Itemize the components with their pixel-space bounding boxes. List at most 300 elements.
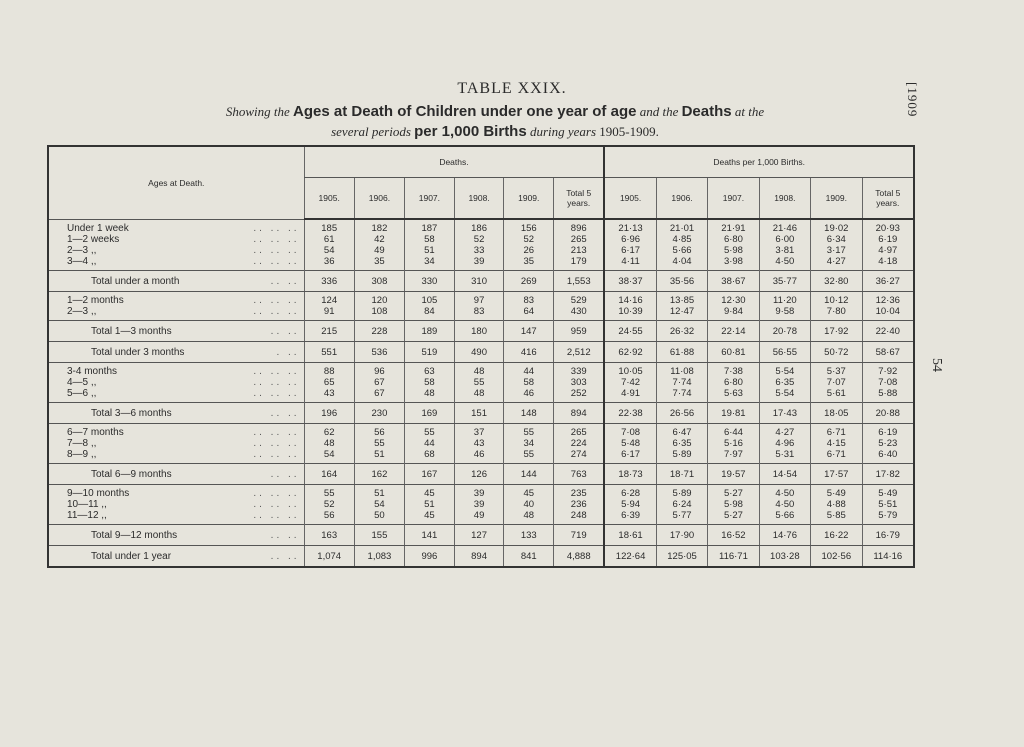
rate-cell: 5·54 — [759, 366, 810, 377]
deaths-cell: 185 — [304, 223, 354, 234]
deaths-cell: 230 — [354, 403, 404, 424]
deaths-cell: 147 — [504, 321, 554, 342]
deaths-cell: 55 — [304, 488, 354, 499]
deaths-cell: 236 — [554, 499, 605, 510]
deaths-cell: 40 — [504, 499, 554, 510]
rate-cell: 26·56 — [656, 403, 707, 424]
rate-cell: 17·43 — [759, 403, 810, 424]
row-label-cell — [48, 388, 304, 399]
deaths-cell: 48 — [454, 366, 504, 377]
side-year-label: [1909 — [905, 82, 920, 118]
deaths-cell: 46 — [504, 388, 554, 399]
subtitle-bold: Ages at Death of Children under one year of age — [293, 103, 637, 120]
rate-cell: 21·01 — [656, 223, 707, 234]
row-label: Under 1 week — [67, 223, 129, 234]
rate-cell: 18·61 — [604, 525, 656, 546]
table-row — [48, 488, 914, 499]
deaths-cell: 55 — [454, 377, 504, 388]
rate-cell: 19·57 — [708, 464, 759, 485]
deaths-cell: 91 — [304, 306, 354, 317]
deaths-cell: 34 — [504, 438, 554, 449]
leader-dots: .. .. .. — [253, 488, 300, 499]
rate-cell: 14·76 — [759, 525, 810, 546]
table-row — [48, 377, 914, 388]
rate-cell: 17·90 — [656, 525, 707, 546]
row-label: 2—3 ,, — [67, 306, 97, 317]
row-label-cell — [48, 427, 304, 438]
rate-cell: 7·97 — [708, 449, 759, 460]
rate-cell: 16·52 — [708, 525, 759, 546]
rate-cell: 4·04 — [656, 256, 707, 267]
deaths-cell: 308 — [354, 271, 404, 292]
deaths-cell: 265 — [554, 427, 605, 438]
rate-cell: 103·28 — [759, 546, 810, 568]
deaths-cell: 52 — [504, 234, 554, 245]
row-label-cell — [48, 510, 304, 521]
rate-cell: 5·31 — [759, 449, 810, 460]
total-row — [48, 464, 914, 485]
rate-cell: 6·28 — [604, 488, 656, 499]
rate-cell: 24·55 — [604, 321, 656, 342]
deaths-cell: 330 — [405, 271, 455, 292]
rate-cell: 7·08 — [862, 377, 914, 388]
total-row — [48, 342, 914, 363]
year-column-header: 1905. — [304, 178, 354, 220]
deaths-cell: 303 — [554, 377, 605, 388]
rate-cell: 5·49 — [811, 488, 862, 499]
rate-cell: 13·85 — [656, 295, 707, 306]
rate-cell: 6·44 — [708, 427, 759, 438]
row-label: 1—2 months — [67, 295, 124, 306]
deaths-cell: 252 — [554, 388, 605, 399]
rate-cell: 10·12 — [811, 295, 862, 306]
deaths-cell: 144 — [504, 464, 554, 485]
rate-cell: 4·50 — [759, 256, 810, 267]
deaths-cell: 46 — [454, 449, 504, 460]
row-label-cell — [48, 321, 304, 342]
leader-dots: .. .. .. — [253, 306, 300, 317]
row-label: Total 3—6 months — [91, 407, 172, 419]
rate-cell: 20·78 — [759, 321, 810, 342]
rate-cell: 62·92 — [604, 342, 656, 363]
deaths-cell: 45 — [504, 488, 554, 499]
rate-cell: 4·85 — [656, 234, 707, 245]
rate-cell: 5·98 — [708, 499, 759, 510]
subtitle-text: at the — [734, 104, 765, 119]
deaths-cell: 127 — [454, 525, 504, 546]
row-label-cell — [48, 525, 304, 546]
deaths-cell: 49 — [354, 245, 404, 256]
deaths-cell: 248 — [554, 510, 605, 521]
deaths-cell: 339 — [554, 366, 605, 377]
table-row — [48, 306, 914, 317]
deaths-cell: 336 — [304, 271, 354, 292]
subtitle-text: and the — [639, 104, 679, 119]
rate-cell: 9·84 — [708, 306, 759, 317]
deaths-cell: 54 — [354, 499, 404, 510]
leader-dots: .. .. .. — [253, 427, 300, 438]
total-row — [48, 271, 914, 292]
rate-cell: 5·27 — [708, 510, 759, 521]
total-row — [48, 321, 914, 342]
deaths-cell: 45 — [405, 488, 455, 499]
deaths-cell: 151 — [454, 403, 504, 424]
deaths-cell: 4,888 — [554, 546, 605, 568]
deaths-cell: 39 — [454, 499, 504, 510]
rate-cell: 3·81 — [759, 245, 810, 256]
deaths-cell: 51 — [354, 488, 404, 499]
rate-cell: 5·37 — [811, 366, 862, 377]
rate-cell: 35·56 — [656, 271, 707, 292]
deaths-cell: 189 — [405, 321, 455, 342]
deaths-cell: 63 — [405, 366, 455, 377]
rate-cell: 3·17 — [811, 245, 862, 256]
deaths-cell: 64 — [504, 306, 554, 317]
rate-cell: 4·88 — [811, 499, 862, 510]
table-body — [48, 219, 914, 567]
leader-dots: . .. — [276, 346, 300, 358]
deaths-cell: 841 — [504, 546, 554, 568]
deaths-cell: 180 — [454, 321, 504, 342]
deaths-cell: 33 — [454, 245, 504, 256]
rate-cell: 6·35 — [759, 377, 810, 388]
deaths-cell: 35 — [504, 256, 554, 267]
deaths-cell: 39 — [454, 488, 504, 499]
deaths-cell: 58 — [504, 377, 554, 388]
deaths-cell: 1,083 — [354, 546, 404, 568]
rate-cell: 12·47 — [656, 306, 707, 317]
table-row — [48, 366, 914, 377]
deaths-cell: 896 — [554, 223, 605, 234]
deaths-cell: 141 — [405, 525, 455, 546]
leader-dots: .. .. — [270, 468, 300, 480]
deaths-cell: 54 — [304, 449, 354, 460]
deaths-cell: 52 — [454, 234, 504, 245]
rate-cell: 7·38 — [708, 366, 759, 377]
year-column-header: Total 5 years. — [554, 178, 605, 220]
deaths-cell: 155 — [354, 525, 404, 546]
rate-cell: 38·67 — [708, 271, 759, 292]
deaths-cell: 959 — [554, 321, 605, 342]
rate-cell: 7·74 — [656, 377, 707, 388]
rate-cell: 6·24 — [656, 499, 707, 510]
rate-cell: 11·20 — [759, 295, 810, 306]
subtitle-bold: per 1,000 Births — [414, 123, 527, 140]
rate-cell: 6·71 — [811, 427, 862, 438]
rate-cell: 6·71 — [811, 449, 862, 460]
table-row — [48, 245, 914, 256]
row-label: Total 1—3 months — [91, 325, 172, 337]
rate-cell: 14·16 — [604, 295, 656, 306]
table-row — [48, 499, 914, 510]
rate-cell: 5·94 — [604, 499, 656, 510]
rate-cell: 3·98 — [708, 256, 759, 267]
deaths-cell: 36 — [304, 256, 354, 267]
rate-cell: 4·50 — [759, 488, 810, 499]
deaths-cell: 156 — [504, 223, 554, 234]
rate-cell: 6·96 — [604, 234, 656, 245]
deaths-cell: 48 — [304, 438, 354, 449]
deaths-cell: 61 — [304, 234, 354, 245]
row-label: 7—8 ,, — [67, 438, 97, 449]
row-label: 6—7 months — [67, 427, 124, 438]
deaths-cell: 182 — [354, 223, 404, 234]
rate-cell: 32·80 — [811, 271, 862, 292]
rate-cell: 4·15 — [811, 438, 862, 449]
rate-cell: 10·39 — [604, 306, 656, 317]
deaths-cell: 416 — [504, 342, 554, 363]
rate-cell: 10·05 — [604, 366, 656, 377]
row-label: Total 6—9 months — [91, 468, 172, 480]
deaths-cell: 269 — [504, 271, 554, 292]
rate-cell: 5·79 — [862, 510, 914, 521]
year-column-header: 1906. — [354, 178, 404, 220]
deaths-cell: 43 — [304, 388, 354, 399]
table-row — [48, 449, 914, 460]
deaths-cell: 187 — [405, 223, 455, 234]
deaths-cell: 196 — [304, 403, 354, 424]
leader-dots: .. .. .. — [253, 438, 300, 449]
rate-cell: 22·40 — [862, 321, 914, 342]
deaths-cell: 88 — [304, 366, 354, 377]
rate-cell: 9·58 — [759, 306, 810, 317]
rate-cell: 125·05 — [656, 546, 707, 568]
rate-cell: 5·89 — [656, 449, 707, 460]
rate-cell: 6·40 — [862, 449, 914, 460]
deaths-cell: 68 — [405, 449, 455, 460]
row-label: Total under 3 months — [91, 346, 185, 358]
rate-cell: 5·66 — [656, 245, 707, 256]
rate-cell: 5·49 — [862, 488, 914, 499]
rate-cell: 19·02 — [811, 223, 862, 234]
deaths-table — [47, 145, 915, 568]
rate-cell: 21·91 — [708, 223, 759, 234]
deaths-cell: 58 — [405, 234, 455, 245]
deaths-cell: 67 — [354, 377, 404, 388]
table-row — [48, 438, 914, 449]
row-label: 3-4 months — [67, 366, 118, 377]
rate-cell: 20·88 — [862, 403, 914, 424]
deaths-cell: 51 — [354, 449, 404, 460]
rate-cell: 7·74 — [656, 388, 707, 399]
leader-dots: .. .. .. — [253, 388, 300, 399]
deaths-cell: 83 — [454, 306, 504, 317]
year-column-header: 1905. — [604, 178, 656, 220]
deaths-cell: 133 — [504, 525, 554, 546]
rate-cell: 6·00 — [759, 234, 810, 245]
rate-cell: 61·88 — [656, 342, 707, 363]
rate-cell: 6·17 — [604, 245, 656, 256]
table-row — [48, 223, 914, 234]
year-column-header: 1909. — [504, 178, 554, 220]
deaths-cell: 536 — [354, 342, 404, 363]
leader-dots: .. .. .. — [253, 245, 300, 256]
deaths-cell: 120 — [354, 295, 404, 306]
rate-cell: 6·19 — [862, 427, 914, 438]
deaths-cell: 179 — [554, 256, 605, 267]
subtitle-text: several periods — [331, 124, 411, 139]
rate-cell: 4·11 — [604, 256, 656, 267]
deaths-cell: 50 — [354, 510, 404, 521]
deaths-cell: 45 — [405, 510, 455, 521]
row-label-cell — [48, 245, 304, 256]
rate-cell: 20·93 — [862, 223, 914, 234]
rate-cell: 4·27 — [759, 427, 810, 438]
deaths-cell: 37 — [454, 427, 504, 438]
deaths-cell: 996 — [405, 546, 455, 568]
leader-dots: .. .. .. — [253, 295, 300, 306]
rate-cell: 5·98 — [708, 245, 759, 256]
rate-cell: 5·48 — [604, 438, 656, 449]
table-subtitle — [80, 102, 910, 142]
year-column-header: 1907. — [405, 178, 455, 220]
rate-cell: 7·80 — [811, 306, 862, 317]
ages-header: Ages at Death. — [48, 146, 304, 219]
deaths-cell: 51 — [405, 245, 455, 256]
rate-cell: 5·51 — [862, 499, 914, 510]
deaths-cell: 490 — [454, 342, 504, 363]
leader-dots: .. .. .. — [253, 377, 300, 388]
header-row-groups — [48, 146, 914, 178]
leader-dots: .. .. .. — [253, 234, 300, 245]
row-label: 1—2 weeks — [67, 234, 120, 245]
total-row — [48, 403, 914, 424]
rate-cell: 56·55 — [759, 342, 810, 363]
table-row — [48, 234, 914, 245]
row-label-cell — [48, 271, 304, 292]
deaths-cell: 235 — [554, 488, 605, 499]
rate-cell: 5·54 — [759, 388, 810, 399]
rate-cell: 16·79 — [862, 525, 914, 546]
rate-cell: 6·80 — [708, 234, 759, 245]
row-label-cell — [48, 223, 304, 234]
rate-cell: 5·27 — [708, 488, 759, 499]
row-label-cell — [48, 366, 304, 377]
subtitle-years: 1905-1909. — [599, 124, 659, 139]
deaths-cell: 97 — [454, 295, 504, 306]
row-label-cell — [48, 464, 304, 485]
deaths-cell: 48 — [454, 388, 504, 399]
rate-cell: 16·22 — [811, 525, 862, 546]
leader-dots: .. .. .. — [253, 223, 300, 234]
row-label-cell — [48, 295, 304, 306]
row-label: 3—4 ,, — [67, 256, 97, 267]
year-column-header: Total 5 years. — [862, 178, 914, 220]
rate-cell: 12·30 — [708, 295, 759, 306]
rate-cell: 5·23 — [862, 438, 914, 449]
deaths-cell: 148 — [504, 403, 554, 424]
rate-cell: 6·39 — [604, 510, 656, 521]
deaths-cell: 83 — [504, 295, 554, 306]
total-row — [48, 546, 914, 568]
leader-dots: .. .. .. — [253, 449, 300, 460]
deaths-cell: 48 — [504, 510, 554, 521]
rate-cell: 38·37 — [604, 271, 656, 292]
row-label-cell — [48, 377, 304, 388]
deaths-cell: 719 — [554, 525, 605, 546]
deaths-cell: 54 — [304, 245, 354, 256]
row-label-cell — [48, 438, 304, 449]
deaths-cell: 164 — [304, 464, 354, 485]
deaths-cell: 167 — [405, 464, 455, 485]
rate-cell: 17·92 — [811, 321, 862, 342]
deaths-cell: 105 — [405, 295, 455, 306]
rate-cell: 4·97 — [862, 245, 914, 256]
deaths-cell: 48 — [405, 388, 455, 399]
row-label-cell — [48, 403, 304, 424]
deaths-cell: 228 — [354, 321, 404, 342]
rate-cell: 114·16 — [862, 546, 914, 568]
leader-dots: .. .. — [270, 325, 300, 337]
page-number: 54 — [929, 358, 944, 372]
deaths-cell: 58 — [405, 377, 455, 388]
deaths-cell: 62 — [304, 427, 354, 438]
rate-cell: 50·72 — [811, 342, 862, 363]
deaths-cell: 169 — [405, 403, 455, 424]
rate-cell: 6·19 — [862, 234, 914, 245]
rate-cell: 18·05 — [811, 403, 862, 424]
deaths-cell: 186 — [454, 223, 504, 234]
table-row — [48, 295, 914, 306]
row-label-cell — [48, 499, 304, 510]
rate-cell: 17·82 — [862, 464, 914, 485]
deaths-cell: 55 — [504, 449, 554, 460]
row-label: 4—5 ,, — [67, 377, 97, 388]
deaths-cell: 39 — [454, 256, 504, 267]
table-row — [48, 256, 914, 267]
row-label-cell — [48, 234, 304, 245]
rate-cell: 6·35 — [656, 438, 707, 449]
deaths-cell: 55 — [354, 438, 404, 449]
rate-cell: 5·77 — [656, 510, 707, 521]
deaths-cell: 56 — [304, 510, 354, 521]
row-label: 9—10 months — [67, 488, 130, 499]
rate-cell: 5·88 — [862, 388, 914, 399]
deaths-cell: 55 — [504, 427, 554, 438]
leader-dots: .. .. — [270, 275, 300, 287]
rate-cell: 7·07 — [811, 377, 862, 388]
rate-cell: 22·38 — [604, 403, 656, 424]
deaths-cell: 310 — [454, 271, 504, 292]
deaths-cell: 44 — [504, 366, 554, 377]
deaths-cell: 274 — [554, 449, 605, 460]
rate-cell: 5·89 — [656, 488, 707, 499]
subtitle-text: Showing the — [225, 104, 290, 119]
rate-cell: 6·47 — [656, 427, 707, 438]
leader-dots: .. .. — [270, 407, 300, 419]
rate-cell: 10·04 — [862, 306, 914, 317]
year-column-header: 1908. — [759, 178, 810, 220]
row-label-cell — [48, 449, 304, 460]
rate-cell: 116·71 — [708, 546, 759, 568]
deaths-cell: 67 — [354, 388, 404, 399]
deaths-cell: 44 — [405, 438, 455, 449]
leader-dots: .. .. — [270, 529, 300, 541]
deaths-cell: 1,553 — [554, 271, 605, 292]
row-label-cell — [48, 546, 304, 568]
row-label: Total under a month — [91, 275, 180, 287]
rate-cell: 21·13 — [604, 223, 656, 234]
leader-dots: .. .. — [270, 550, 300, 562]
deaths-cell: 894 — [554, 403, 605, 424]
deaths-cell: 519 — [405, 342, 455, 363]
rate-cell: 5·63 — [708, 388, 759, 399]
rate-cell: 5·61 — [811, 388, 862, 399]
rate-cell: 102·56 — [811, 546, 862, 568]
table-row — [48, 388, 914, 399]
deaths-cell: 55 — [405, 427, 455, 438]
table-title: TABLE XXIX. — [457, 80, 567, 97]
